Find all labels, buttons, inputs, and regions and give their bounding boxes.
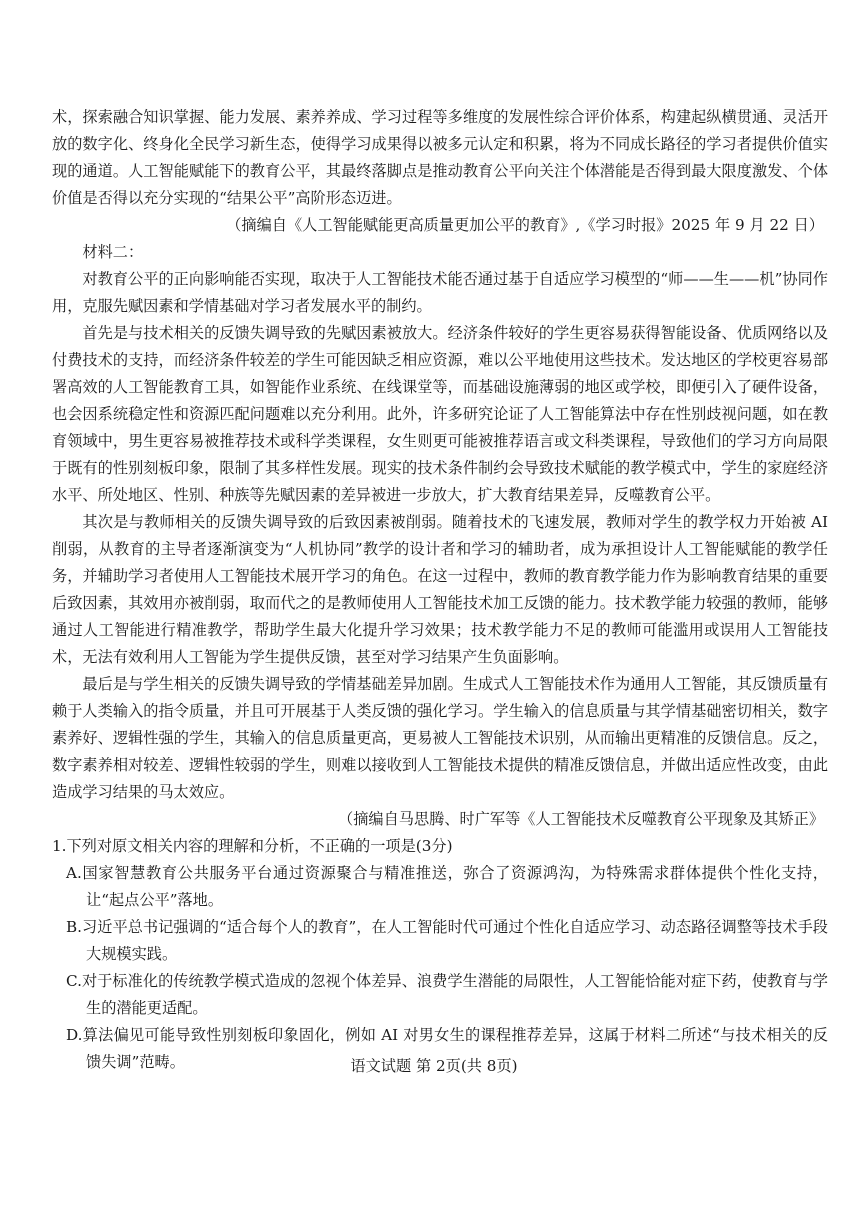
question1-stem: 1.下列对原文相关内容的理解和分析，不正确的一项是(3分)	[52, 837, 453, 855]
document-body	[52, 104, 828, 1076]
question1-option-b: B.习近平总书记强调的“适合每个人的教育”，在人工智能时代可通过个性化自适应学习、动态路径调整等技术手段大规模实践。	[66, 918, 828, 963]
material2-paragraph: 对教育公平的正向影响能否实现，取决于人工智能技术能否通过基于自适应学习模型的“师——生——机”协同作用，克服先赋因素和学情基础对学习者发展水平的制约。	[52, 270, 828, 315]
question1-option-d: D.算法偏见可能导致性别刻板印象固化，例如 AI 对男女生的课程推荐差异，这属于材料二所述“与技术相关的反馈失调”范畴。	[66, 1026, 828, 1071]
material2-heading: 材料二：	[82, 243, 144, 261]
material2-paragraph: 最后是与学生相关的反馈失调导致的学情基础差异加剧。生成式人工智能技术作为通用人工智能，其反馈质量有赖于人类输入的指令质量，并且可开展基于人类反馈的强化学习。学生输入的信息质量与其学情基础密切相关，数字素养好、逻辑性强的学生，其输入的信息质量更高，更易被人工智能技术识别，从而输出更精准的反馈信息。反之，数字素养相对较差、逻辑性较弱的学生，则难以接收到人工智能技术提供的精准反馈信息，并做出适应性改变，由此造成学习结果的马太效应。	[52, 675, 828, 801]
material1-continuation: 术，探索融合知识掌握、能力发展、素养养成、学习过程等多维度的发展性综合评价体系，构建起纵横贯通、灵活开放的数字化、终身化全民学习新生态，使得学习成果得以被多元认定和积累，将为不同成长路径的学习者提供价值实现的通道。人工智能赋能下的教育公平，其最终落脚点是推动教育公平向关注个体潜能是否得到最大限度激发、个体价值是否得以充分实现的“结果公平”高阶形态迈进。	[52, 108, 828, 207]
question1-option-c: C.对于标准化的传统教学模式造成的忽视个体差异、浪费学生潜能的局限性，人工智能恰能对症下药，使教育与学生的潜能更适配。	[66, 972, 828, 1017]
material2-paragraph: 首先是与技术相关的反馈失调导致的先赋因素被放大。经济条件较好的学生更容易获得智能设备、优质网络以及付费技术的支持，而经济条件较差的学生可能因缺乏相应资源，难以公平地使用这些技术。发达地区的学校更容易部署高效的人工智能教育工具，如智能作业系统、在线课堂等，而基础设施薄弱的地区或学校，即便引入了硬件设备，也会因系统稳定性和资源匹配问题难以充分利用。此外，许多研究论证了人工智能算法中存在性别歧视问题，如在教育领域中，男生更容易被推荐技术或科学类课程，女生则更可能被推荐语言或文科类课程，导致他们的学习方向局限于既有的性别刻板印象，限制了其多样性发展。现实的技术条件制约会导致技术赋能的教学模式中，学生的家庭经济水平、所处地区、性别、种族等先赋因素的差异被进一步放大，扩大教育结果差异，反噬教育公平。	[52, 324, 828, 504]
material2-source: （摘编自马思腾、时广军等《人工智能技术反噬教育公平现象及其矫正》	[338, 810, 824, 828]
material2-paragraph: 其次是与教师相关的反馈失调导致的后致因素被削弱。随着技术的飞速发展，教师对学生的教学权力开始被 AI 削弱，从教育的主导者逐渐演变为“人机协同”教学的设计者和学习的辅助者，成为承担设计人工智能赋能的教学任务，并辅助学习者使用人工智能技术展开学习的角色。在这一过程中，教师的教育教学能力作为影响教育结果的重要后致因素，其效用亦被削弱，取而代之的是教师使用人工智能技术加工反馈的能力。技术教学能力较强的教师，能够通过人工智能进行精准教学，帮助学生最大化提升学习效果；技术教学能力不足的教师可能滥用或误用人工智能技术，无法有效利用人工智能为学生提供反馈，甚至对学习结果产生负面影响。	[52, 513, 828, 666]
question1-option-a: A.国家智慧教育公共服务平台通过资源聚合与精准推送，弥合了资源鸿沟，为特殊需求群体提供个性化支持，让“起点公平”落地。	[66, 864, 828, 909]
page-footer: 语文试题 第 2页(共 8页)	[350, 1057, 518, 1075]
material1-source: （摘编自《人工智能赋能更高质量更加公平的教育》,《学习时报》2025 年 9 月 22 日）	[226, 216, 824, 234]
